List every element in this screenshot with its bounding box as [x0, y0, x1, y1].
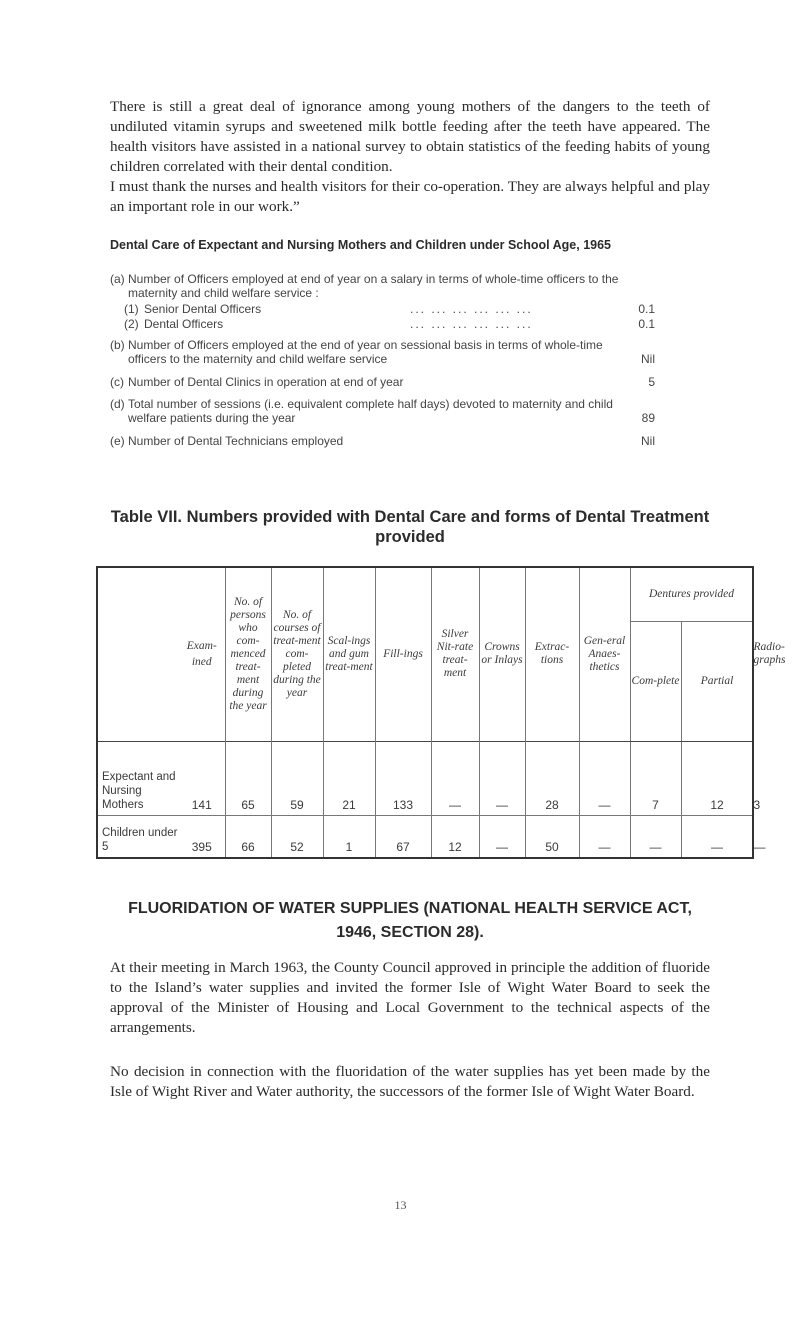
header-silver-nitrate: Silver Nit-rate treat-ment [431, 567, 479, 741]
item-value: Nil [641, 434, 655, 448]
item-text: Number of Officers employed at end of year on a salary in terms of whole-time officers to the maternity and child welfare service : [128, 272, 619, 300]
header-fillings: Fill-ings [375, 567, 431, 741]
cell-persons: 65 [225, 741, 271, 815]
cell-persons: 66 [225, 815, 271, 858]
paragraph-council-meeting: At their meeting in March 1963, the County Council approved in principle the addition of fluoride to the Island’s water supplies and invited the former Isle of Wight Water Board to seek the approval of the Minister of Housing and Local Government to the technical aspects of the arrangements. [110, 959, 710, 1036]
item-value: 0.1 [638, 317, 655, 331]
cell-extractions: 28 [525, 741, 579, 815]
leader-dots: ... ... ... ... ... ... [410, 317, 533, 331]
item-text: Number of Dental Clinics in operation at end of year [128, 375, 404, 389]
table-row: Expectant and Nursing Mothers 141 65 59 21 133 — — 28 — 7 12 3 [97, 741, 753, 815]
item-value: 5 [648, 375, 655, 389]
item-letter: (e) [110, 434, 125, 448]
cell-examined: 141 [191, 797, 212, 812]
header-complete: Com-plete [630, 621, 681, 741]
cell-silver-nitrate: 12 [431, 815, 479, 858]
item-letter: (1) [124, 302, 139, 316]
item-text: Dental Officers [144, 317, 224, 331]
item-value: 89 [641, 411, 655, 425]
cell-courses: 52 [271, 815, 323, 858]
item-value: 0.1 [638, 302, 655, 316]
cell-silver-nitrate: — [431, 741, 479, 815]
item-text: Number of Dental Technicians employed [128, 434, 344, 448]
cell-crowns: — [479, 741, 525, 815]
table-vii-title: Table VII. Numbers provided with Dental Care and forms of Dental Treatment provided [110, 508, 710, 546]
table-row: Children under 5 395 66 52 1 67 12 — 50 — — — — [97, 815, 753, 858]
row-label: Expectant and Nursing Mothers [102, 770, 176, 811]
header-courses: No. of courses of treat-ment com-pleted during the year [271, 567, 323, 741]
cell-extractions: 50 [525, 815, 579, 858]
page-number: 13 [394, 1198, 407, 1212]
row-label: Children under 5 [102, 827, 178, 853]
cell-courses: 59 [271, 741, 323, 815]
header-anaesthetics: Gen-eral Anaes-thetics [579, 567, 630, 741]
item-letter: (2) [124, 317, 139, 331]
header-partial: Partial [681, 621, 753, 741]
cell-fillings: 67 [375, 815, 431, 858]
paragraph-thanks: I must thank the nurses and health visitors for their co-operation. They are always helpful and play an important role in our work.” [110, 178, 710, 215]
header-scalings: Scal-ings and gum treat-ment [323, 567, 375, 741]
dental-care-list [110, 272, 655, 502]
cell-complete: 7 [630, 741, 681, 815]
header-examined: Exam-ined [186, 640, 217, 669]
cell-anaesthetics: — [579, 741, 630, 815]
item-text: Senior Dental Officers [144, 302, 262, 316]
cell-scalings: 1 [323, 815, 375, 858]
header-row-label [97, 567, 179, 741]
header-crowns: Crowns or Inlays [479, 567, 525, 741]
item-text: Total number of sessions (i.e. equivalent complete half days) devoted to maternity and child welfare patients during the year [128, 397, 613, 425]
header-extractions: Extrac-tions [525, 567, 579, 741]
cell-fillings: 133 [375, 741, 431, 815]
cell-partial: 12 [681, 741, 753, 815]
item-letter: (a) [110, 272, 125, 286]
item-letter: (c) [110, 375, 124, 389]
item-value: Nil [641, 352, 655, 366]
item-text: Number of Officers employed at the end of year on sessional basis in terms of whole-time officers to the maternity and child welfare service [128, 338, 603, 366]
paragraph-feeding-habits: There is still a great deal of ignorance among young mothers of the dangers to the teeth of undiluted vitamin syrups and sweetened milk bottle feeding after the teeth have appeared. The health visitors have assisted in a national survey to obtain statistics of the feeding habits of young children correlated with their dental condition. [110, 98, 710, 175]
leader-dots: ... ... ... ... ... ... [410, 302, 533, 316]
fluoridation-heading: FLUORIDATION OF WATER SUPPLIES (NATIONAL HEALTH SERVICE ACT, 1946, SECTION 28). [128, 900, 692, 941]
table-vii: Exam-ined No. of persons who com-menced treat-ment during the year No. of courses of treat-ment com-pleted during the year Scal-ings and gum treat-ment Fill-ings Silver Nit-rate treat-ment Crowns or Inlays Extrac-tions Gen-eral Anaes-thetics Dentures provided Radio-graphs Com-plete Partial Expectant and Nursing Mothers 141 65 59 21 133 — — 28 — 7 12 3 Children under 5 395 66 52 1 67 12 — 50 — — — — [96, 566, 752, 859]
cell-partial: — [681, 815, 753, 858]
cell-crowns: — [479, 815, 525, 858]
cell-anaesthetics: — [579, 815, 630, 858]
item-letter: (d) [110, 397, 125, 411]
cell-complete: — [630, 815, 681, 858]
header-dentures: Dentures provided [630, 567, 753, 621]
header-persons: No. of persons who com-menced treat-ment during the year [225, 567, 271, 741]
paragraph-no-decision: No decision in connection with the fluoridation of the water supplies has yet been made by the Isle of Wight River and Water authority, the successors of the former Isle of Wight Water Board. [110, 1063, 710, 1100]
dental-care-heading: Dental Care of Expectant and Nursing Mothers and Children under School Age, 1965 [110, 238, 612, 252]
item-letter: (b) [110, 338, 125, 352]
cell-examined: 395 [191, 840, 212, 854]
cell-scalings: 21 [323, 741, 375, 815]
